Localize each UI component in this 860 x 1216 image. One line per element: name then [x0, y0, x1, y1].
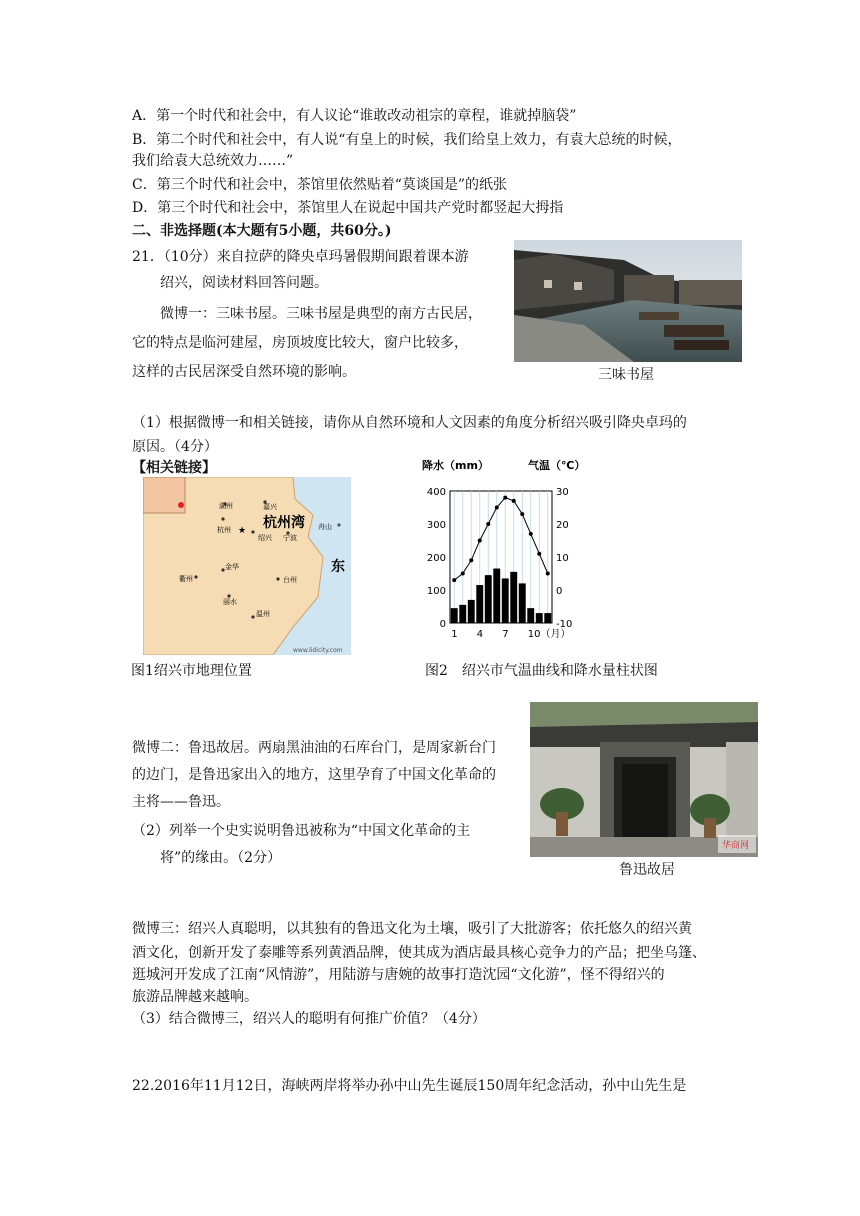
temp-point — [512, 499, 516, 503]
temp-axis-label: 气温（℃） — [528, 459, 586, 472]
photo2-caption: 鲁迅故居 — [619, 862, 675, 878]
x-tick-label: 1 — [451, 629, 458, 640]
precip-bar — [485, 575, 492, 623]
luxun-house-photo — [530, 702, 758, 857]
precip-bar — [468, 600, 475, 623]
weibo3-line3: 逛城河开发成了江南“风情游”，用陆游与唐婉的故事打造沈园“文化游”，怪不得绍兴的 — [132, 967, 665, 983]
precip-bar — [527, 608, 534, 623]
right-tick-label: 30 — [556, 487, 569, 498]
option-b: B．第二个时代和社会中，有人说“有皇上的时候，我们给皇上效力，有袁大总统的时候， — [132, 132, 682, 148]
precip-bar — [519, 583, 526, 623]
right-tick-label: -10 — [556, 619, 573, 630]
map-label-ningbo: 宁波 — [283, 534, 297, 542]
precip-bar — [544, 613, 551, 623]
temp-point — [537, 552, 541, 556]
plot-frame — [450, 491, 552, 623]
map-label-quzhou: 衢州 — [179, 575, 193, 583]
sub3: （3）结合微博三，绍兴人的聪明有何推广价值？（4分） — [132, 1011, 486, 1027]
temp-point — [452, 578, 456, 582]
map-watermark: www.lidicity.com — [293, 647, 343, 654]
option-d: D．第三个时代和社会中，茶馆里人在说起中国共产党时都竖起大拇指 — [132, 200, 564, 216]
weibo2-line2: 的边门，是鲁迅家出入的地方，这里孕育了中国文化革命的 — [132, 767, 496, 783]
option-a: A．第一个时代和社会中，有人议论“谁敢改动祖宗的章程，谁就掉脑袋” — [132, 108, 577, 124]
weibo2-line1: 微博二：鲁迅故居。两扇黑油油的石库台门，是周家新台门 — [132, 740, 496, 756]
map-label-hangzhou: 杭州 — [217, 526, 231, 534]
temp-point — [503, 496, 507, 500]
precip-bar — [493, 569, 500, 623]
right-tick-label: 0 — [556, 586, 563, 597]
precip-axis-label: 降水（mm） — [422, 459, 489, 472]
temp-point — [495, 506, 499, 510]
weibo2-line3: 主将——鲁迅。 — [132, 794, 230, 810]
photo2-watermark: 华商网 — [722, 841, 750, 851]
fig1-caption: 图1绍兴市地理位置 — [131, 663, 252, 679]
weibo1-line1: 微博一：三味书屋。三味书屋是典型的南方古民居， — [160, 306, 482, 322]
map-label-taizhou: 台州 — [283, 576, 297, 584]
x-tick-label: 7 — [502, 629, 509, 640]
map-label-hzbay: 杭州湾 — [263, 515, 305, 531]
temp-point — [529, 532, 533, 536]
precip-bar — [459, 605, 466, 623]
section-title: 二、非选择题(本大题有5小题，共60分。) — [132, 223, 392, 239]
weibo3-line1: 微博三：绍兴人真聪明，以其独有的鲁迅文化为土壤，吸引了大批游客；依托悠久的绍兴黄 — [132, 921, 692, 937]
precip-bar — [510, 572, 517, 623]
right-tick-label: 20 — [556, 520, 569, 531]
temp-point — [546, 572, 550, 576]
sub2-line1: （2）列举一个史实说明鲁迅被称为“中国文化革命的主 — [132, 823, 471, 839]
x-tick-label: 10（月） — [527, 629, 571, 640]
temp-point — [486, 522, 490, 526]
right-tick-label: 10 — [556, 553, 569, 564]
weibo3-line2: 酒文化，创新开发了泰雕等系列黄酒品牌，使其成为酒店最具核心竞争力的产品；把坐乌篷、 — [132, 945, 706, 961]
left-tick-label: 0 — [439, 619, 446, 630]
precip-bar — [502, 578, 509, 623]
temp-point — [478, 539, 482, 543]
photo1-caption: 三味书屋 — [598, 367, 654, 383]
left-tick-label: 400 — [426, 487, 446, 498]
option-b-cont: 我们给袁大总统效力……” — [132, 153, 294, 169]
capital-star-icon: ★ — [238, 526, 247, 536]
q21-line1: 21．（10分）来自拉萨的降央卓玛暑假期间跟着课本游 — [132, 249, 469, 265]
left-tick-label: 300 — [426, 520, 446, 531]
map-label-jiaxing: 嘉兴 — [263, 503, 277, 511]
map-label-lishui: 丽水 — [223, 598, 237, 606]
temp-point — [520, 512, 524, 516]
map-label-east: 东 — [331, 559, 345, 575]
related-links: 【相关链接】 — [132, 460, 216, 476]
x-tick-label: 4 — [476, 629, 484, 640]
precip-bar — [451, 608, 458, 623]
map-label-huzhou: 湖州 — [219, 502, 233, 510]
temp-point — [469, 558, 473, 562]
q22-line1: 22.2016年11月12日，海峡两岸将举办孙中山先生诞辰150周年纪念活动，孙中山先生是 — [132, 1078, 687, 1094]
temp-point — [461, 572, 465, 576]
option-c: C．第三个时代和社会中，茶馆里依然贴着“莫谈国是”的纸张 — [132, 177, 508, 193]
weibo1-line3: 这样的古民居深受自然环境的影响。 — [132, 364, 356, 380]
weibo3-line4: 旅游品牌越来越响。 — [132, 989, 258, 1005]
climate-chart — [420, 455, 600, 655]
map-label-shaoxing: 绍兴 — [258, 534, 272, 542]
q21-line2: 绍兴，阅读材料回答问题。 — [160, 275, 328, 291]
map-label-jinhua: 金华 — [225, 563, 239, 571]
map-label-wenzhou: 温州 — [256, 610, 270, 618]
sub1-line1: （1）根据微博一和相关链接，请你从自然环境和人文因素的角度分析绍兴吸引降央卓玛的 — [132, 415, 687, 431]
fig2-caption: 图2 绍兴市气温曲线和降水量柱状图 — [425, 663, 658, 679]
shaoxing-map — [143, 477, 351, 655]
precip-bar — [536, 613, 543, 623]
weibo1-line2: 它的特点是临河建屋，房顶坡度比较大，窗户比较多， — [132, 335, 468, 351]
sub1-line2: 原因。（4分） — [132, 439, 218, 455]
precip-bar — [476, 585, 483, 623]
left-tick-label: 100 — [426, 586, 446, 597]
sub2-line2: 将”的缘由。（2分） — [160, 850, 282, 866]
left-tick-label: 200 — [426, 553, 446, 564]
sanwei-shuwu-photo — [514, 240, 742, 362]
map-label-zhoushan: 舟山 — [318, 523, 332, 531]
